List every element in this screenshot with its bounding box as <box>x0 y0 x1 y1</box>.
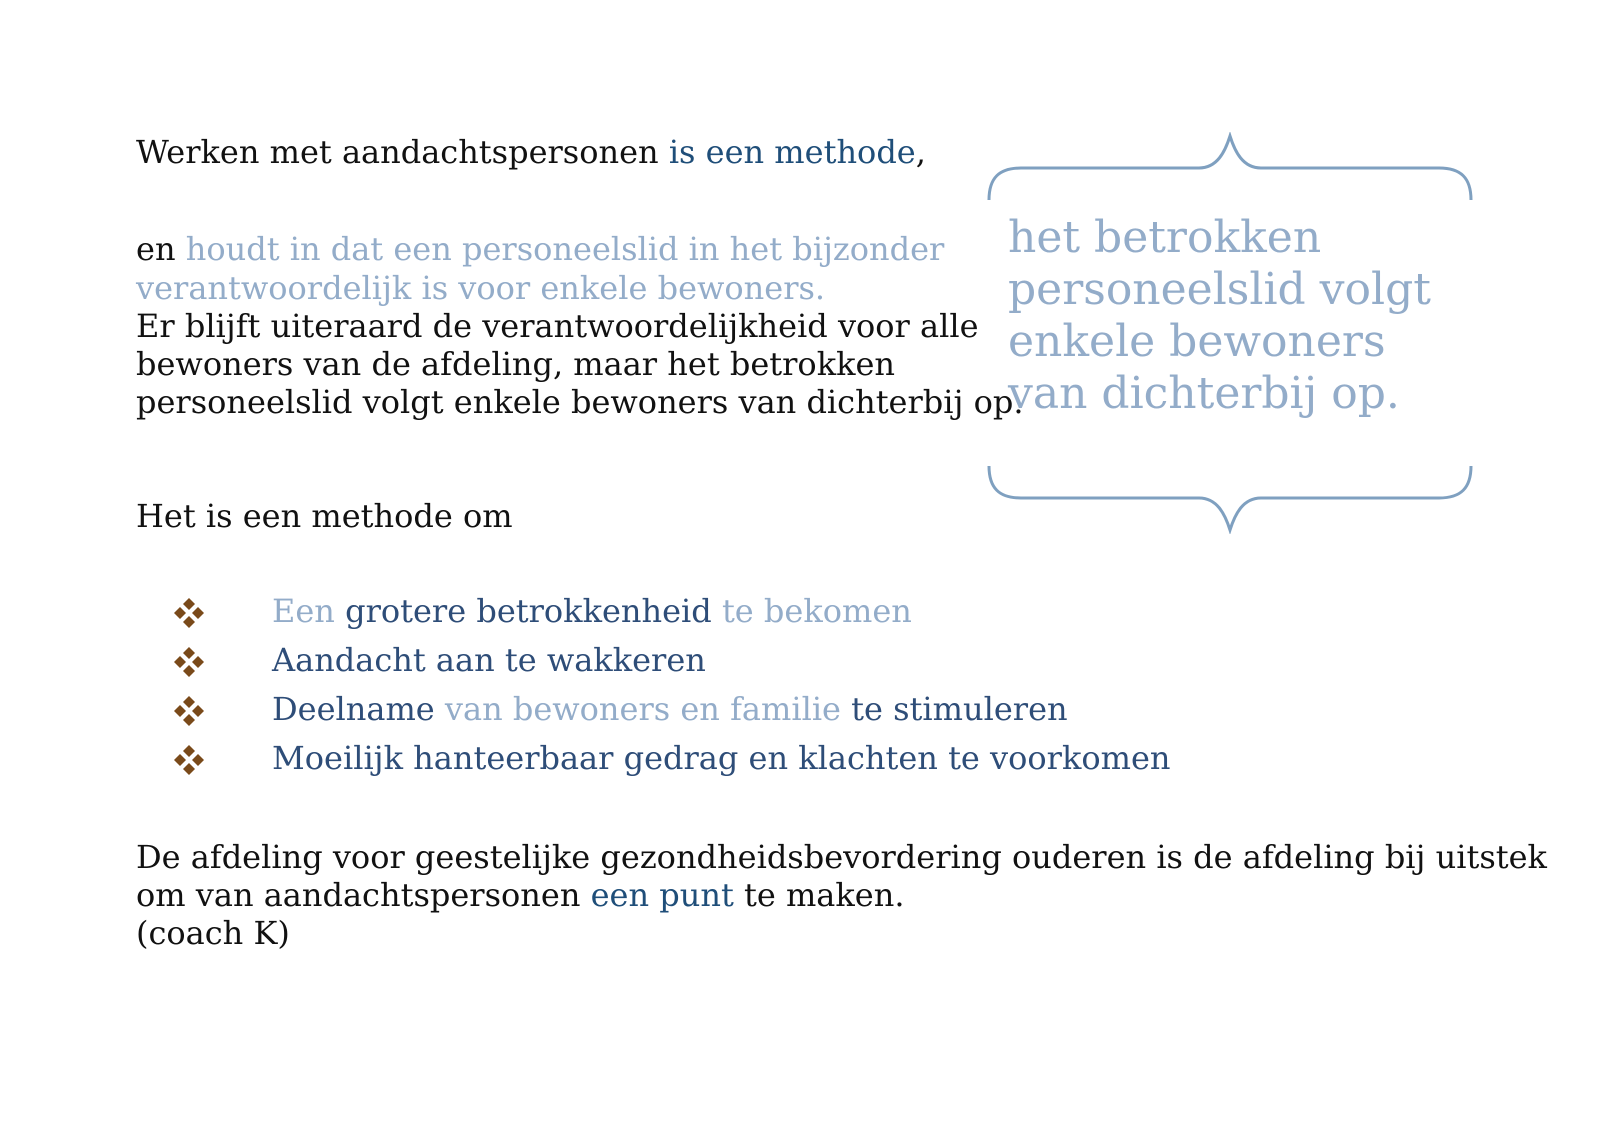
diamond-cluster-icon <box>172 743 206 777</box>
callout-quote: het betrokken personeelslid volgt enkele bewoners van dichterbij op. <box>1008 212 1431 419</box>
bullet-text <box>272 739 1170 778</box>
intro-line-1 <box>136 133 926 172</box>
bullet-part: Deelname <box>272 690 435 728</box>
definition-line-2: verantwoordelijk is voor enkele bewoners. <box>136 269 826 307</box>
bullet-part: van bewoners en familie <box>434 690 841 728</box>
closing-text: om van aandachtspersonen <box>136 876 591 914</box>
definition-highlight: houdt in dat een personeelslid in het bijzonder <box>185 230 945 268</box>
definition-line-4: bewoners van de afdeling, maar het betrokken <box>136 345 896 383</box>
bottom-brace-icon <box>985 464 1475 534</box>
diamond-cluster-icon <box>172 694 206 728</box>
definition-lead: en <box>136 230 186 268</box>
definition-line-1 <box>136 230 944 269</box>
bullet-text <box>272 592 912 631</box>
top-brace-icon <box>985 132 1475 202</box>
attribution: (coach K) <box>136 914 290 952</box>
bullet-part: te bekomen <box>711 592 912 630</box>
closing-line-1: De afdeling voor geestelijke gezondheidsbevordering ouderen is de afdeling bij uitstek <box>136 838 1547 876</box>
closing-line-2 <box>136 876 904 915</box>
bullet-part: Aandacht aan te wakkeren <box>272 641 706 679</box>
intro-text: Werken met aandachtspersonen <box>136 133 669 171</box>
bullet-text <box>272 641 706 680</box>
bullet-part: Moeilijk hanteerbaar gedrag en klachten te voorkomen <box>272 739 1171 777</box>
intro-highlight: is een methode <box>668 133 916 171</box>
bullet-part: grotere betrokkenheid <box>345 592 712 630</box>
intro-punct: , <box>915 133 926 171</box>
diamond-cluster-icon <box>172 596 206 630</box>
definition-line-3: Er blijft uiteraard de verantwoordelijkheid voor alle <box>136 307 979 345</box>
bullet-part: Een <box>272 592 346 630</box>
diamond-cluster-icon <box>172 645 206 679</box>
closing-text-end: te maken. <box>733 876 905 914</box>
method-heading: Het is een methode om <box>136 497 513 535</box>
closing-highlight: een punt <box>590 876 734 914</box>
bullet-part: te stimuleren <box>840 690 1068 728</box>
definition-line-5: personeelslid volgt enkele bewoners van dichterbij op. <box>136 383 1024 421</box>
bullet-text <box>272 690 1068 729</box>
